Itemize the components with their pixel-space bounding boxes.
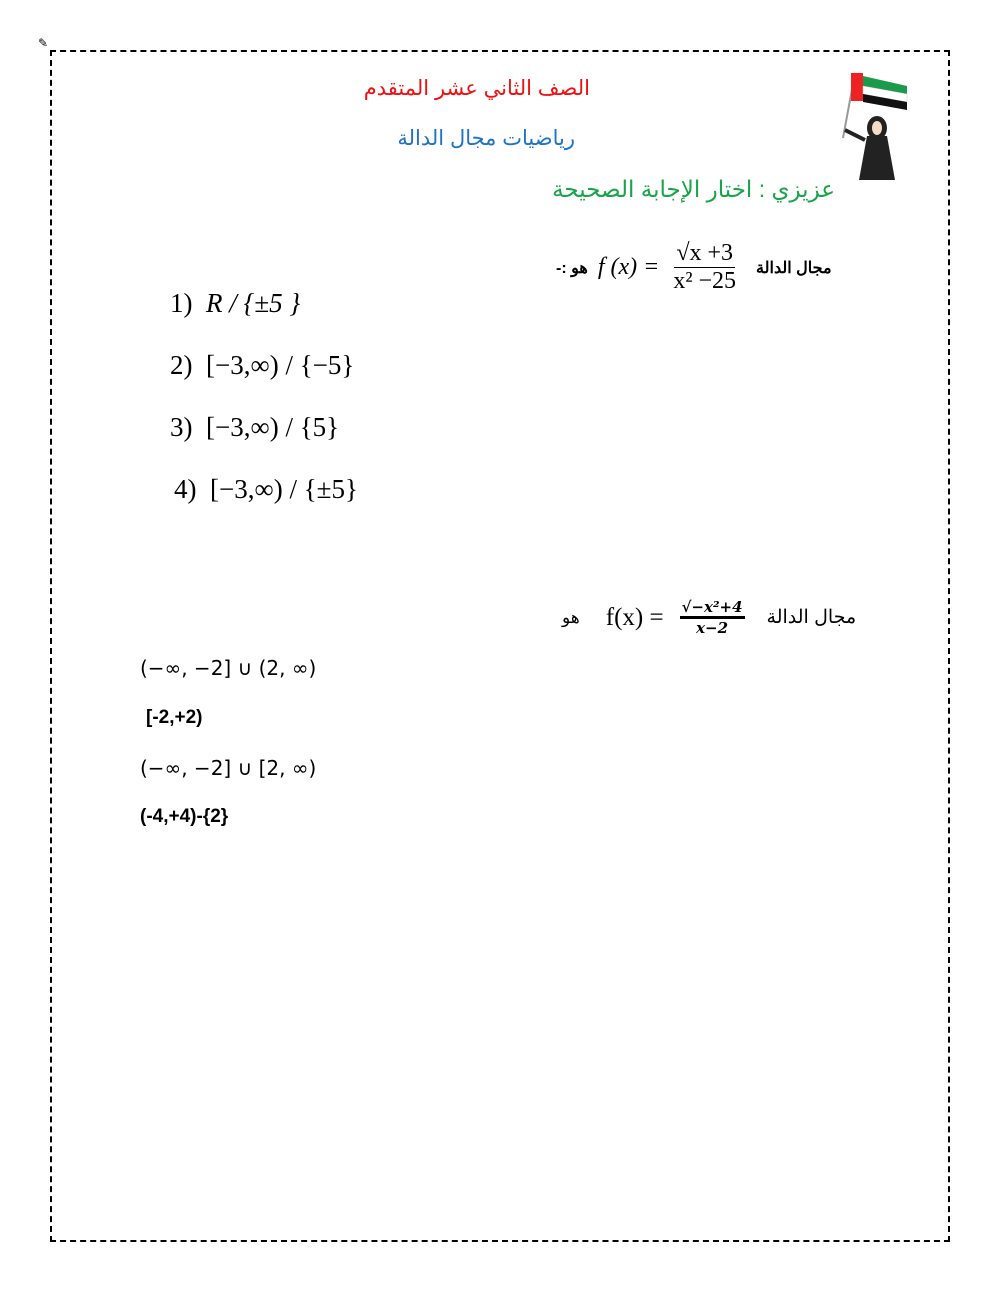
option-text: R / {±5 } <box>206 288 301 318</box>
q1-option-2[interactable] <box>170 350 354 381</box>
question-1 <box>556 240 832 295</box>
option-text: [−3,∞) / {5} <box>206 412 340 442</box>
q2-function: f(x) = <box>605 603 664 631</box>
q1-label: مجال الدالة <box>756 259 832 277</box>
q2-label: مجال الدالة <box>766 607 857 628</box>
option-number: 4) <box>174 474 197 504</box>
option-number: 1) <box>170 288 193 318</box>
q2-numerator: √−x²+4 <box>680 598 745 619</box>
q2-fraction <box>680 598 745 637</box>
q2-option-2[interactable]: [-2,+2) <box>146 707 203 728</box>
q1-option-3[interactable] <box>170 412 339 443</box>
q1-option-4[interactable] <box>174 474 358 505</box>
corner-mark: ✎ <box>38 36 49 50</box>
q1-option-1[interactable] <box>170 288 300 319</box>
grade-title: الصف الثاني عشر المتقدم <box>363 77 590 100</box>
question-2 <box>562 598 856 637</box>
q1-fraction <box>673 240 736 295</box>
instruction: عزيزي : اختار الإجابة الصحيحة <box>552 176 835 202</box>
option-text: [−3,∞) / {−5} <box>206 350 355 380</box>
q2-option-4[interactable]: (-4,+4)-{2} <box>140 806 229 827</box>
q2-denominator: x−2 <box>696 619 729 637</box>
worksheet-border <box>50 50 950 1242</box>
q1-denominator: x² −25 <box>673 268 737 294</box>
option-text: [−3,∞) / {±5} <box>210 474 358 504</box>
q2-option-3[interactable]: (−∞, −2] ∪ [2, ∞) <box>140 756 317 780</box>
q2-suffix: هو <box>562 607 580 627</box>
girl-with-flag-illustration <box>835 68 910 183</box>
q1-function: f (x) = <box>597 254 660 280</box>
option-number: 2) <box>170 350 193 380</box>
subject-title: رياضيات مجال الدالة <box>397 127 575 150</box>
option-number: 3) <box>170 412 193 442</box>
q2-option-1[interactable]: (−∞, −2] ∪ (2, ∞) <box>140 656 317 680</box>
q1-suffix: هو :- <box>556 259 588 277</box>
q1-numerator: √x +3 <box>676 240 734 266</box>
